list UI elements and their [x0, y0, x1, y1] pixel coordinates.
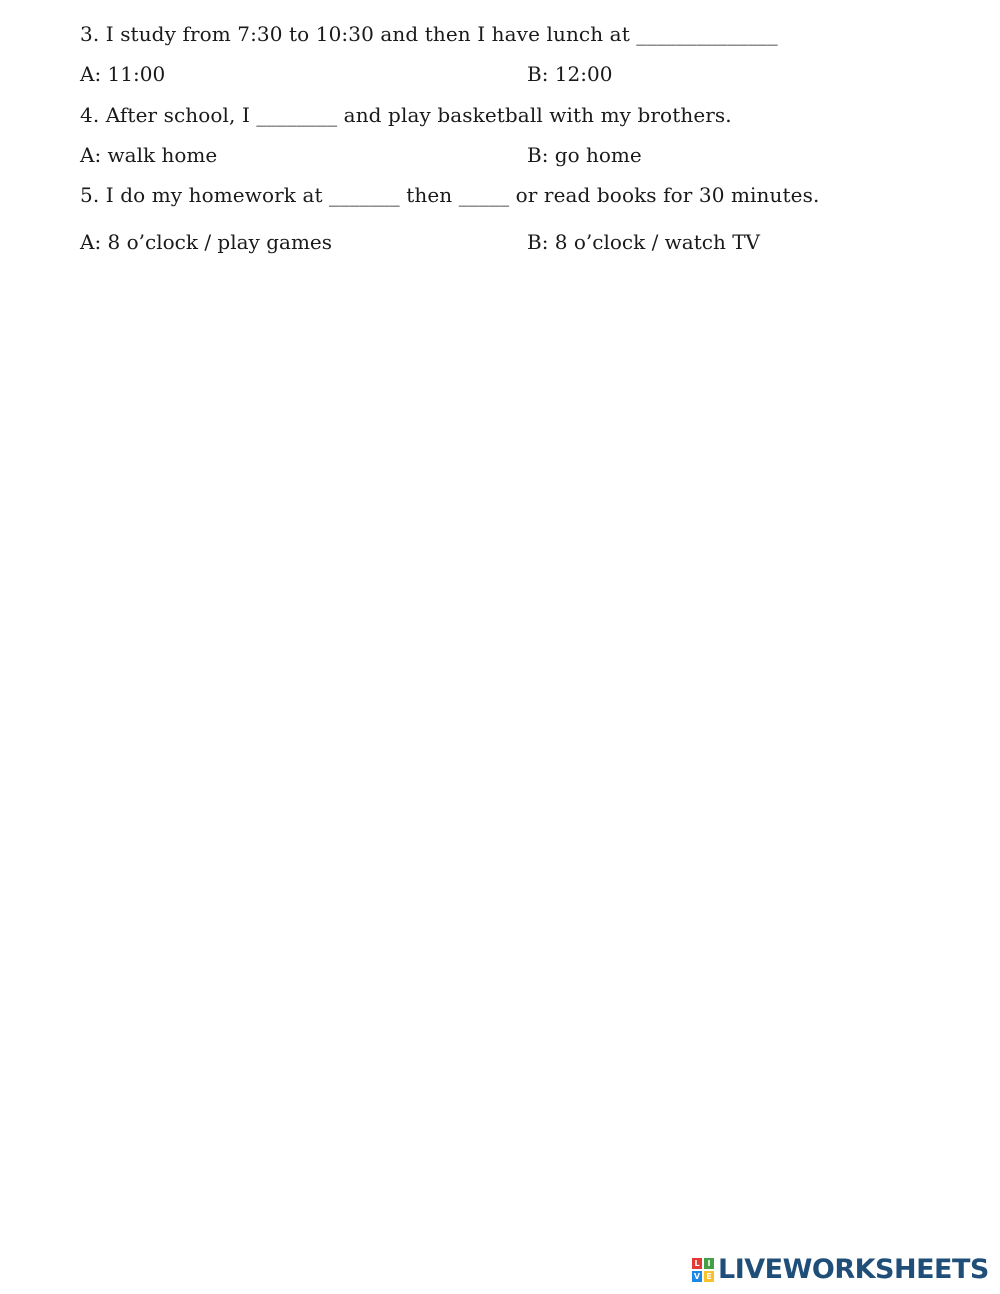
question-5-option-b[interactable]: B: 8 o’clock / watch TV — [527, 230, 760, 254]
question-3-option-b[interactable]: B: 12:00 — [527, 62, 613, 86]
question-4-option-b[interactable]: B: go home — [527, 143, 642, 167]
question-5-option-a[interactable]: A: 8 o’clock / play games — [80, 230, 333, 254]
liveworksheets-logo-text: LIVEWORKSHEETS — [718, 1254, 989, 1285]
question-4-text: 4. After school, I ________ and play basketball with my brothers. — [80, 103, 732, 127]
logo-letter-e: E — [704, 1271, 714, 1282]
liveworksheets-logo[interactable] — [692, 1255, 989, 1285]
logo-letter-l: L — [692, 1258, 702, 1269]
logo-letter-v: V — [693, 1272, 701, 1281]
liveworksheets-logo-icon — [692, 1258, 714, 1282]
question-5-text: 5. I do my homework at _______ then _____ or read books for 30 minutes. — [80, 183, 820, 207]
logo-letter-i: I — [704, 1258, 714, 1269]
question-3-text: 3. I study from 7:30 to 10:30 and then I have lunch at ______________ — [80, 22, 778, 46]
question-3-option-a[interactable]: A: 11:00 — [80, 62, 166, 86]
question-4-option-a[interactable]: A: walk home — [80, 143, 218, 167]
